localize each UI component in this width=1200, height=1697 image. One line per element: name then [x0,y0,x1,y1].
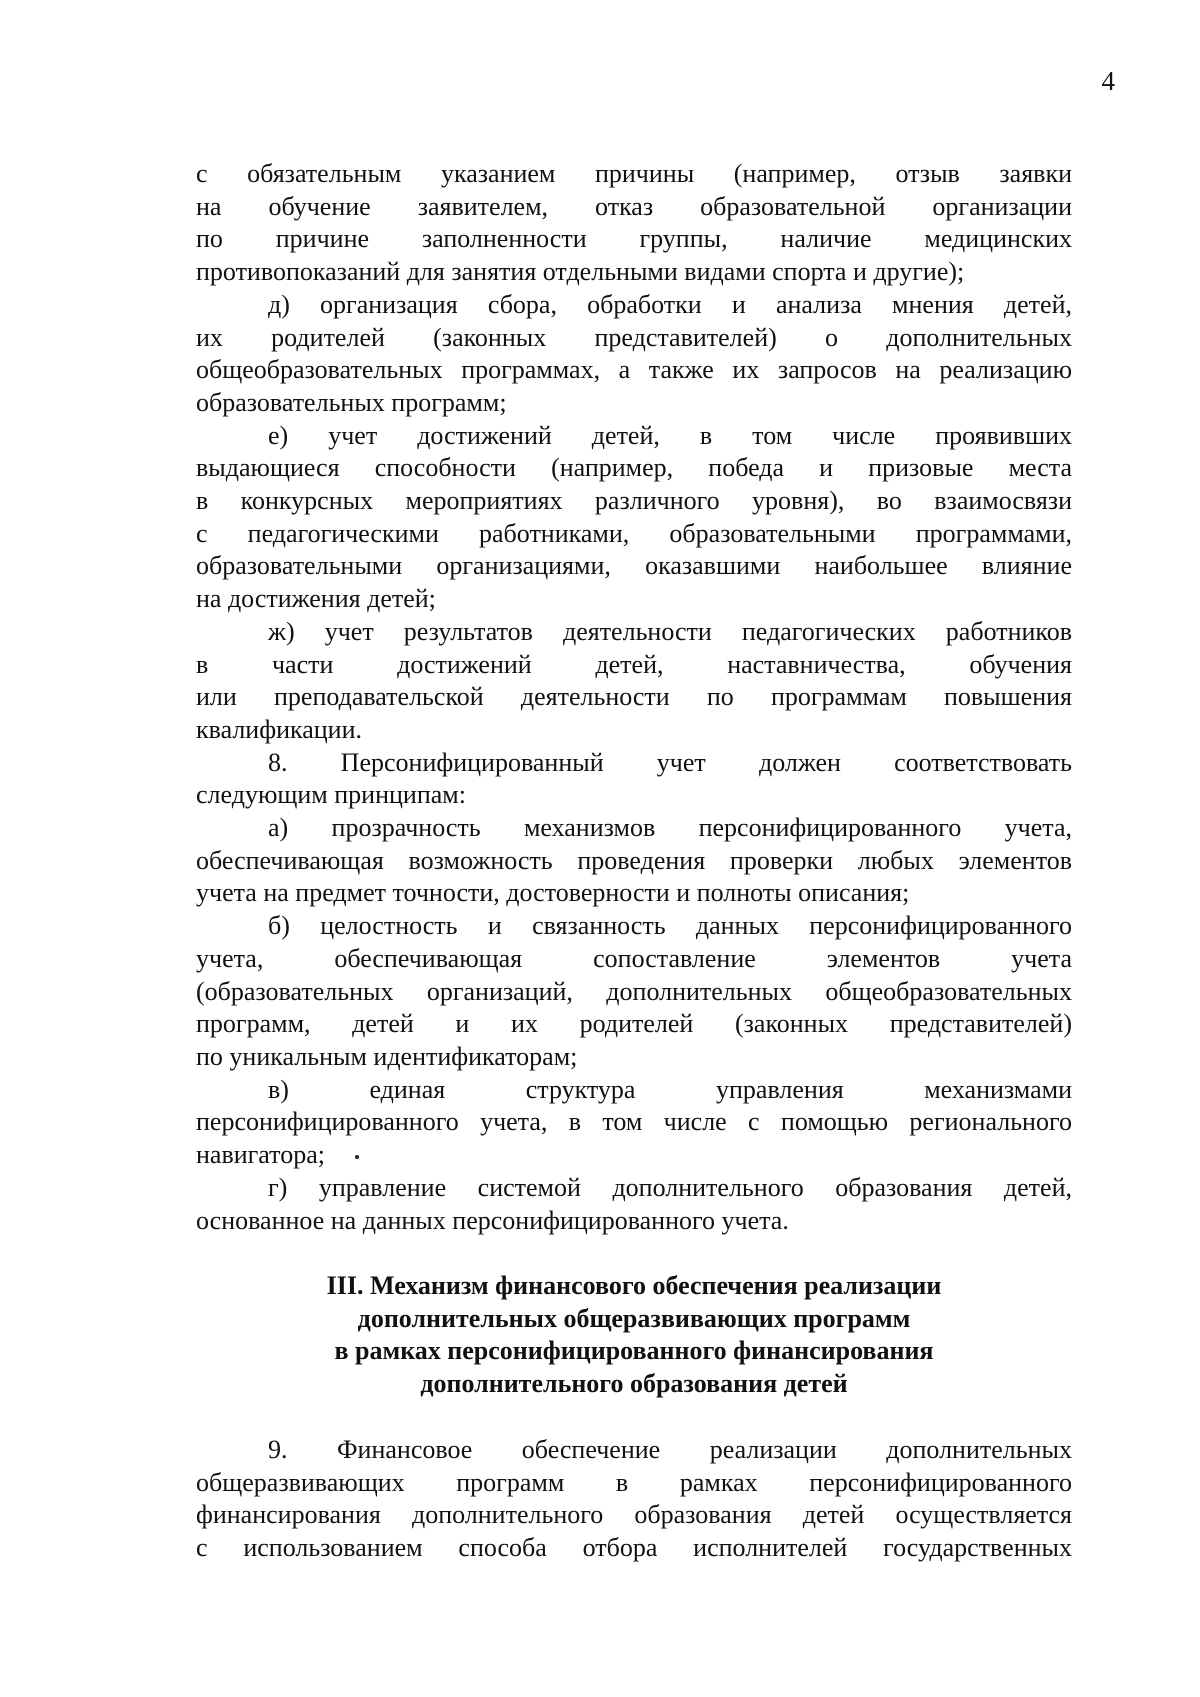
text-fragment: навигатора; [196,1140,325,1170]
text-line-with-mark [196,1139,1072,1172]
paragraph-item-e [196,420,1072,616]
text-line: основанное на данных персонифицированного учета. [196,1205,789,1235]
text-line: следующим принципам: [196,780,466,810]
text-line: 8. Персонифицированный учет должен соответствовать [268,747,1072,777]
text-line: на достижения детей; [196,584,436,614]
text-line: учета, обеспечивающая сопоставление элементов учета [196,943,1072,973]
paragraph-item-b [196,910,1072,1074]
text-line: противопоказаний для занятия отдельными видами спорта и другие); [196,257,965,287]
text-line: финансирования дополнительного образования детей осуществляется [196,1500,1072,1529]
text-line: общеразвивающих программ в рамках персонифицированного [196,1467,1072,1497]
text-line: или преподавательской деятельности по программам повышения [196,682,1072,712]
text-line: на обучение заявителем, отказ образовательной организации [196,191,1072,221]
heading-line: дополнительных общеразвивающих программ [357,1303,911,1333]
paragraph-clause-8 [196,747,1072,812]
text-line: общеобразовательных программах, а также их запросов на реализацию [196,355,1072,385]
text-line: образовательными организациями, оказавшими наибольшее влияние [196,551,1072,581]
text-line: квалификации. [196,714,363,744]
heading-line: дополнительного образования детей [420,1368,848,1398]
page-number: 4 [1101,66,1115,96]
paragraph-continuation [196,158,1072,289]
body-text [196,158,1072,1237]
text-line: в конкурсных мероприятиях различного уровня), во взаимосвязи [196,486,1072,516]
text-line: с педагогическими работниками, образовательными программами, [196,518,1072,548]
text-line: а) прозрачность механизмов персонифицированного учета, [268,813,1072,843]
paragraph-item-zh [196,616,1072,747]
section-heading [196,1270,1072,1400]
text-line: учета на предмет точности, достоверности и полноты описания; [196,878,910,908]
text-line: программ, детей и их родителей (законных представителей) [196,1009,1072,1039]
heading-line: в рамках персонифицированного финансирования [334,1336,934,1365]
paragraph-item-a [196,812,1072,910]
text-line: обеспечивающая возможность проведения проверки любых элементов [196,845,1072,875]
heading-line: III. Механизм финансового обеспечения реализации [326,1271,942,1300]
text-line: б) целостность и связанность данных персонифицированного [268,911,1072,941]
text-line: е) учет достижений детей, в том числе проявивших [268,420,1072,450]
text-line: по причине заполненности группы, наличие медицинских [196,224,1072,254]
text-line: персонифицированного учета, в том числе с помощью регионального [196,1107,1072,1137]
text-line: г) управление системой дополнительного образования детей, [268,1172,1072,1202]
text-line: по уникальным идентификаторам; [196,1041,578,1071]
paragraph-item-v [196,1074,1072,1172]
paragraph-clause-9 [196,1434,1072,1564]
stray-dot-mark [355,1155,359,1159]
text-line: в) единая структура управления механизмами [268,1074,1072,1104]
text-line: их родителей (законных представителей) о дополнительных [196,322,1072,352]
text-line: с использованием способа отбора исполнителей государственных [196,1532,1072,1562]
text-line: 9. Финансовое обеспечение реализации дополнительных [268,1435,1072,1464]
text-line: д) организация сбора, обработки и анализа мнения детей, [268,289,1072,319]
text-line: с обязательным указанием причины (например, отзыв заявки [196,159,1072,188]
text-line: ж) учет результатов деятельности педагогических работников [268,616,1072,646]
text-line: в части достижений детей, наставничества, обучения [196,649,1072,679]
paragraph-item-g [196,1172,1072,1237]
text-line: (образовательных организаций, дополнительных общеобразовательных [196,976,1072,1006]
text-line: выдающиеся способности (например, победа и призовые места [196,453,1072,483]
text-line: образовательных программ; [196,387,507,417]
paragraph-item-d [196,289,1072,420]
